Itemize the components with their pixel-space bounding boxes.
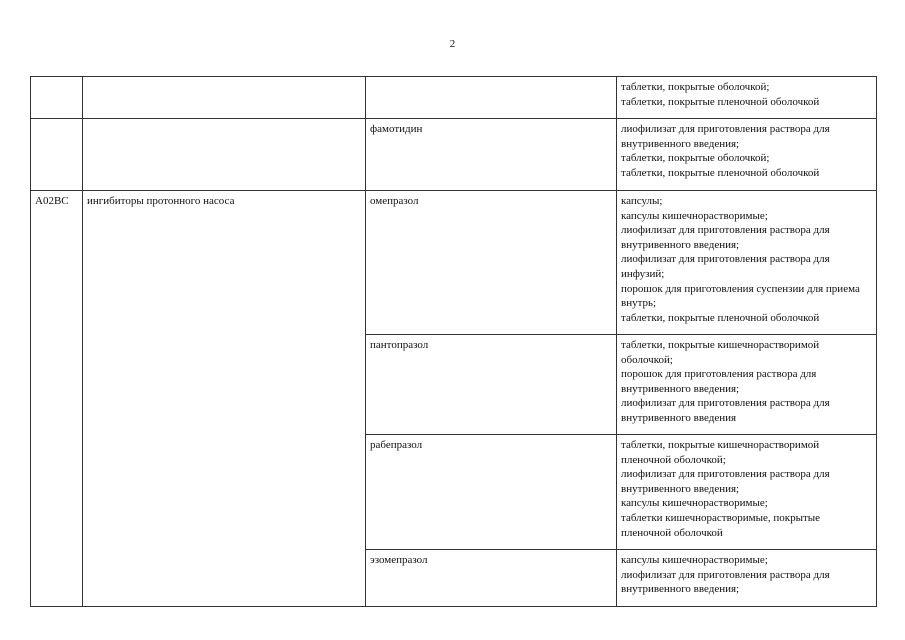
dosage-forms-cell — [617, 119, 877, 191]
atc-code-cell — [31, 77, 83, 119]
table-row — [31, 191, 877, 335]
group-name-cell — [83, 119, 366, 191]
dosage-form: таблетки, покрытые пленочной оболочкой — [621, 95, 820, 108]
dosage-form: таблетки, покрытые оболочкой; — [621, 81, 770, 93]
dosage-form: таблетки, покрытые кишечнорастворимой пленочной оболочкой; — [621, 439, 820, 466]
table-row — [31, 119, 877, 191]
dosage-form: лиофилизат для приготовления раствора для внутривенного введения; — [621, 568, 830, 596]
drug-name-cell: эзомепразол — [366, 550, 617, 607]
dosage-forms-cell — [617, 335, 877, 435]
dosage-form: капсулы; — [621, 195, 663, 207]
dosage-form: таблетки, покрытые оболочкой; — [621, 152, 770, 165]
dosage-forms-cell — [617, 435, 877, 550]
group-name-cell — [83, 77, 366, 119]
dosage-form: таблетки, покрытые пленочной оболочкой — [621, 166, 820, 179]
dosage-form: капсулы кишечнорастворимые; — [621, 209, 768, 222]
dosage-forms-cell — [617, 191, 877, 335]
drug-name-cell: омепразол — [366, 191, 617, 335]
atc-code-cell: A02BC — [31, 191, 83, 607]
group-name-cell: ингибиторы протонного насоса — [83, 191, 366, 607]
page-number: 2 — [449, 38, 456, 50]
drug-table — [30, 76, 877, 607]
dosage-form: порошок для приготовления суспензии для приема внутрь; — [621, 282, 860, 310]
table-row — [31, 77, 877, 119]
dosage-form: таблетки, покрытые пленочной оболочкой — [621, 311, 820, 324]
dosage-form: лиофилизат для приготовления раствора для внутривенного введения; — [621, 123, 830, 150]
dosage-form: лиофилизат для приготовления раствора для внутривенного введения; — [621, 468, 830, 495]
dosage-forms-cell — [617, 77, 877, 119]
drug-name-cell — [366, 77, 617, 119]
drug-name-cell: фамотидин — [366, 119, 617, 191]
dosage-form: таблетки кишечнорастворимые, покрытые пленочной оболочкой — [621, 511, 821, 539]
dosage-form: таблетки, покрытые кишечнорастворимой оболочкой; — [621, 339, 820, 366]
drug-name-cell: рабепразол — [366, 435, 617, 550]
dosage-form: лиофилизат для приготовления раствора для внутривенного введения — [621, 397, 830, 424]
dosage-forms-cell — [617, 550, 877, 607]
dosage-form: порошок для приготовления раствора для внутривенного введения; — [621, 368, 817, 395]
drug-name-cell: пантопразол — [366, 335, 617, 435]
dosage-form: капсулы кишечнорастворимые; — [621, 554, 768, 566]
dosage-form: лиофилизат для приготовления раствора для инфузий; — [621, 253, 830, 280]
atc-code-cell — [31, 119, 83, 191]
dosage-form: лиофилизат для приготовления раствора для внутривенного введения; — [621, 224, 830, 251]
dosage-form: капсулы кишечнорастворимые; — [621, 497, 768, 510]
